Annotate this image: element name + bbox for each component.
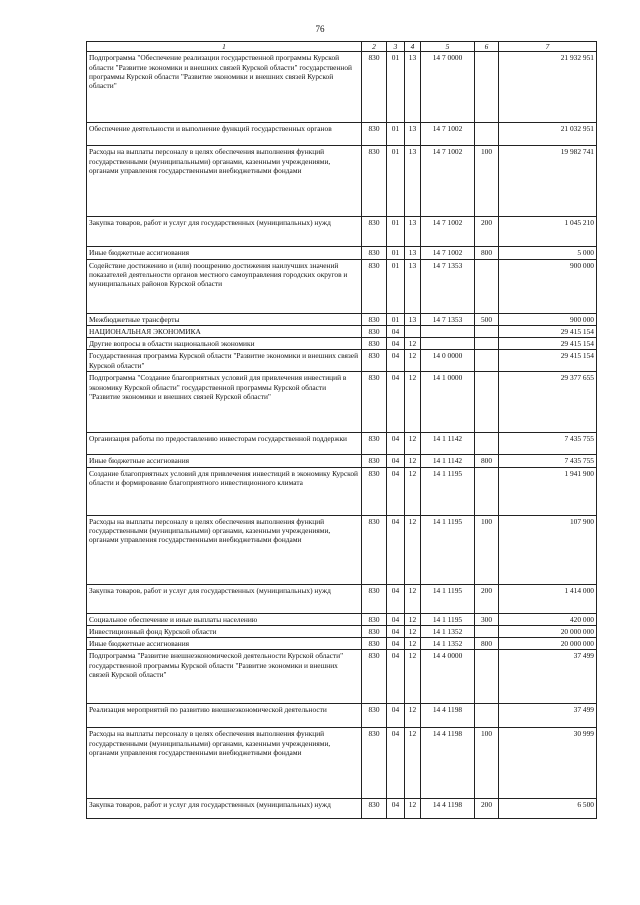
target-article-cell: 14 7 1002 <box>421 123 475 146</box>
target-article-cell: 14 1 1352 <box>421 638 475 650</box>
amount-cell: 29 415 154 <box>499 325 597 337</box>
target-article-cell: 14 7 1353 <box>421 313 475 325</box>
target-article-cell: 14 4 1198 <box>421 799 475 819</box>
amount-cell: 21 932 951 <box>499 52 597 123</box>
expense-type-cell <box>475 650 499 704</box>
admin-code-cell: 830 <box>362 625 387 637</box>
admin-code-cell: 830 <box>362 515 387 584</box>
expense-type-cell: 200 <box>475 584 499 613</box>
target-article-cell: 14 1 0000 <box>421 372 475 433</box>
amount-cell: 29 377 655 <box>499 372 597 433</box>
expense-type-cell <box>475 372 499 433</box>
name-cell: НАЦИОНАЛЬНАЯ ЭКОНОМИКА <box>87 325 362 337</box>
table-row <box>87 259 597 313</box>
section-cell: 04 <box>387 650 405 704</box>
table-row <box>87 650 597 704</box>
name-cell: Инвестиционный фонд Курской области <box>87 625 362 637</box>
name-cell: Содействие достижению и (или) поощрению достижения наилучших значений показателей деятельности органов местного самоуправления городских округов и муниципальных районов Курской области <box>87 259 362 313</box>
admin-code-cell: 830 <box>362 613 387 625</box>
admin-code-cell: 830 <box>362 638 387 650</box>
expense-type-cell <box>475 325 499 337</box>
admin-code-cell: 830 <box>362 259 387 313</box>
section-cell: 04 <box>387 584 405 613</box>
table-row <box>87 455 597 467</box>
header-col-1: 1 <box>87 42 362 52</box>
table-row <box>87 584 597 613</box>
expense-type-cell <box>475 467 499 515</box>
subsection-cell: 12 <box>405 515 421 584</box>
subsection-cell: 12 <box>405 638 421 650</box>
subsection-cell: 13 <box>405 123 421 146</box>
amount-cell: 29 415 154 <box>499 338 597 350</box>
table-row <box>87 515 597 584</box>
section-cell: 01 <box>387 259 405 313</box>
name-cell: Закупка товаров, работ и услуг для государственных (муниципальных) нужд <box>87 217 362 247</box>
expense-type-cell <box>475 433 499 455</box>
section-cell: 04 <box>387 638 405 650</box>
table-row <box>87 638 597 650</box>
name-cell: Закупка товаров, работ и услуг для государственных (муниципальных) нужд <box>87 584 362 613</box>
admin-code-cell: 830 <box>362 433 387 455</box>
expense-type-cell <box>475 350 499 372</box>
admin-code-cell: 830 <box>362 146 387 217</box>
section-cell: 04 <box>387 799 405 819</box>
amount-cell: 107 900 <box>499 515 597 584</box>
expense-type-cell <box>475 123 499 146</box>
name-cell: Создание благоприятных условий для привлечения инвестиций в экономику Курской области и формирование благоприятного инвестиционного климата <box>87 467 362 515</box>
section-cell: 04 <box>387 728 405 799</box>
subsection-cell: 12 <box>405 799 421 819</box>
section-cell: 04 <box>387 433 405 455</box>
name-cell: Расходы на выплаты персоналу в целях обеспечения выполнения функций государственными (муниципальными) органами, казенными учреждениями, органами управления государственными внебюджетными фондами <box>87 146 362 217</box>
subsection-cell <box>405 325 421 337</box>
table-row <box>87 728 597 799</box>
section-cell: 04 <box>387 515 405 584</box>
name-cell: Государственная программа Курской области "Развитие экономики и внешних связей Курской области" <box>87 350 362 372</box>
name-cell: Иные бюджетные ассигнования <box>87 638 362 650</box>
page-number: 76 <box>315 24 325 34</box>
expense-type-cell: 100 <box>475 146 499 217</box>
section-cell: 04 <box>387 625 405 637</box>
name-cell: Подпрограмма "Обеспечение реализации государственной программы Курской области "Развитие экономики и внешних связей Курской области" государственной программы Курской области "Развитие экономики и внешних связей Курской области" <box>87 52 362 123</box>
table-row <box>87 217 597 247</box>
subsection-cell: 12 <box>405 625 421 637</box>
amount-cell: 900 000 <box>499 259 597 313</box>
expense-type-cell: 100 <box>475 728 499 799</box>
amount-cell: 420 000 <box>499 613 597 625</box>
target-article-cell: 14 1 1195 <box>421 515 475 584</box>
target-article-cell: 14 1 1195 <box>421 584 475 613</box>
section-cell: 04 <box>387 338 405 350</box>
target-article-cell: 14 4 0000 <box>421 650 475 704</box>
subsection-cell: 13 <box>405 313 421 325</box>
amount-cell: 7 435 755 <box>499 455 597 467</box>
amount-cell: 20 000 000 <box>499 638 597 650</box>
name-cell: Социальное обеспечение и иные выплаты населению <box>87 613 362 625</box>
admin-code-cell: 830 <box>362 350 387 372</box>
amount-cell: 1 941 900 <box>499 467 597 515</box>
expense-type-cell: 200 <box>475 799 499 819</box>
amount-cell: 37 499 <box>499 704 597 728</box>
table-row <box>87 467 597 515</box>
name-cell: Обеспечение деятельности и выполнение функций государственных органов <box>87 123 362 146</box>
name-cell: Межбюджетные трансферты <box>87 313 362 325</box>
table-row <box>87 338 597 350</box>
budget-table <box>86 41 597 819</box>
subsection-cell: 13 <box>405 217 421 247</box>
admin-code-cell: 830 <box>362 584 387 613</box>
amount-cell: 29 415 154 <box>499 350 597 372</box>
header-col-3: 3 <box>387 42 405 52</box>
subsection-cell: 12 <box>405 338 421 350</box>
target-article-cell: 14 7 1353 <box>421 259 475 313</box>
target-article-cell: 14 1 1142 <box>421 455 475 467</box>
name-cell: Расходы на выплаты персоналу в целях обеспечения выполнения функций государственными (муниципальными) органами, казенными учреждениями, органами управления государственными внебюджетными фондами <box>87 728 362 799</box>
table-row <box>87 625 597 637</box>
header-col-2: 2 <box>362 42 387 52</box>
header-col-4: 4 <box>405 42 421 52</box>
table-row <box>87 52 597 123</box>
amount-cell: 21 032 951 <box>499 123 597 146</box>
target-article-cell: 14 4 1198 <box>421 704 475 728</box>
target-article-cell: 14 0 0000 <box>421 350 475 372</box>
table-row <box>87 613 597 625</box>
target-article-cell: 14 7 1002 <box>421 217 475 247</box>
expense-type-cell <box>475 704 499 728</box>
expense-type-cell: 800 <box>475 638 499 650</box>
admin-code-cell: 830 <box>362 372 387 433</box>
target-article-cell: 14 7 1002 <box>421 247 475 259</box>
amount-cell: 6 500 <box>499 799 597 819</box>
name-cell: Закупка товаров, работ и услуг для государственных (муниципальных) нужд <box>87 799 362 819</box>
name-cell: Другие вопросы в области национальной экономики <box>87 338 362 350</box>
table-row <box>87 146 597 217</box>
subsection-cell: 13 <box>405 259 421 313</box>
admin-code-cell: 830 <box>362 123 387 146</box>
subsection-cell: 12 <box>405 584 421 613</box>
expense-type-cell <box>475 52 499 123</box>
name-cell: Реализация мероприятий по развитию внешнеэкономической деятельности <box>87 704 362 728</box>
admin-code-cell: 830 <box>362 217 387 247</box>
expense-type-cell <box>475 259 499 313</box>
amount-cell: 19 982 741 <box>499 146 597 217</box>
subsection-cell: 12 <box>405 650 421 704</box>
subsection-cell: 12 <box>405 372 421 433</box>
name-cell: Организация работы по предоставлению инвесторам государственной поддержки <box>87 433 362 455</box>
subsection-cell: 12 <box>405 613 421 625</box>
admin-code-cell: 830 <box>362 52 387 123</box>
admin-code-cell: 830 <box>362 338 387 350</box>
admin-code-cell: 830 <box>362 704 387 728</box>
table-row <box>87 433 597 455</box>
amount-cell: 30 999 <box>499 728 597 799</box>
subsection-cell: 12 <box>405 704 421 728</box>
name-cell: Подпрограмма "Создание благоприятных условий для привлечения инвестиций в экономику Курской области" государственной программы Курской области "Развитие экономики и внешних связей Курской области" <box>87 372 362 433</box>
table-row <box>87 325 597 337</box>
section-cell: 04 <box>387 467 405 515</box>
subsection-cell: 12 <box>405 467 421 515</box>
target-article-cell: 14 1 1195 <box>421 613 475 625</box>
subsection-cell: 12 <box>405 455 421 467</box>
table-row <box>87 350 597 372</box>
amount-cell: 1 045 210 <box>499 217 597 247</box>
admin-code-cell: 830 <box>362 325 387 337</box>
amount-cell: 5 000 <box>499 247 597 259</box>
section-cell: 04 <box>387 325 405 337</box>
table-row <box>87 372 597 433</box>
admin-code-cell: 830 <box>362 313 387 325</box>
table-row <box>87 247 597 259</box>
subsection-cell: 13 <box>405 146 421 217</box>
target-article-cell: 14 1 1142 <box>421 433 475 455</box>
amount-cell: 1 414 000 <box>499 584 597 613</box>
expense-type-cell: 200 <box>475 217 499 247</box>
expense-type-cell: 500 <box>475 313 499 325</box>
target-article-cell <box>421 325 475 337</box>
section-cell: 01 <box>387 313 405 325</box>
admin-code-cell: 830 <box>362 455 387 467</box>
name-cell: Подпрограмма "Развитие внешнеэкономической деятельности Курской области" государственной программы Курской области "Развитие экономики и внешних связей Курской области" <box>87 650 362 704</box>
subsection-cell: 13 <box>405 52 421 123</box>
section-cell: 04 <box>387 455 405 467</box>
admin-code-cell: 830 <box>362 467 387 515</box>
amount-cell: 7 435 755 <box>499 433 597 455</box>
section-cell: 04 <box>387 704 405 728</box>
target-article-cell <box>421 338 475 350</box>
subsection-cell: 13 <box>405 247 421 259</box>
header-row <box>87 42 597 52</box>
subsection-cell: 12 <box>405 728 421 799</box>
target-article-cell: 14 7 1002 <box>421 146 475 217</box>
header-col-5: 5 <box>421 42 475 52</box>
target-article-cell: 14 7 0000 <box>421 52 475 123</box>
section-cell: 04 <box>387 372 405 433</box>
section-cell: 01 <box>387 123 405 146</box>
name-cell: Расходы на выплаты персоналу в целях обеспечения выполнения функций государственными (муниципальными) органами, казенными учреждениями, органами управления государственными внебюджетными фондами <box>87 515 362 584</box>
table-row <box>87 799 597 819</box>
expense-type-cell: 300 <box>475 613 499 625</box>
name-cell: Иные бюджетные ассигнования <box>87 455 362 467</box>
admin-code-cell: 830 <box>362 799 387 819</box>
subsection-cell: 12 <box>405 350 421 372</box>
table-row <box>87 123 597 146</box>
header-col-6: 6 <box>475 42 499 52</box>
target-article-cell: 14 1 1352 <box>421 625 475 637</box>
expense-type-cell <box>475 625 499 637</box>
section-cell: 04 <box>387 350 405 372</box>
amount-cell: 37 499 <box>499 650 597 704</box>
expense-type-cell: 800 <box>475 455 499 467</box>
expense-type-cell: 100 <box>475 515 499 584</box>
section-cell: 01 <box>387 247 405 259</box>
expense-type-cell <box>475 338 499 350</box>
subsection-cell: 12 <box>405 433 421 455</box>
target-article-cell: 14 4 1198 <box>421 728 475 799</box>
expense-type-cell: 800 <box>475 247 499 259</box>
amount-cell: 20 000 000 <box>499 625 597 637</box>
admin-code-cell: 830 <box>362 247 387 259</box>
section-cell: 04 <box>387 613 405 625</box>
table-row <box>87 704 597 728</box>
target-article-cell: 14 1 1195 <box>421 467 475 515</box>
section-cell: 01 <box>387 217 405 247</box>
table-row <box>87 313 597 325</box>
name-cell: Иные бюджетные ассигнования <box>87 247 362 259</box>
amount-cell: 900 000 <box>499 313 597 325</box>
header-col-7: 7 <box>499 42 597 52</box>
admin-code-cell: 830 <box>362 650 387 704</box>
admin-code-cell: 830 <box>362 728 387 799</box>
section-cell: 01 <box>387 52 405 123</box>
section-cell: 01 <box>387 146 405 217</box>
